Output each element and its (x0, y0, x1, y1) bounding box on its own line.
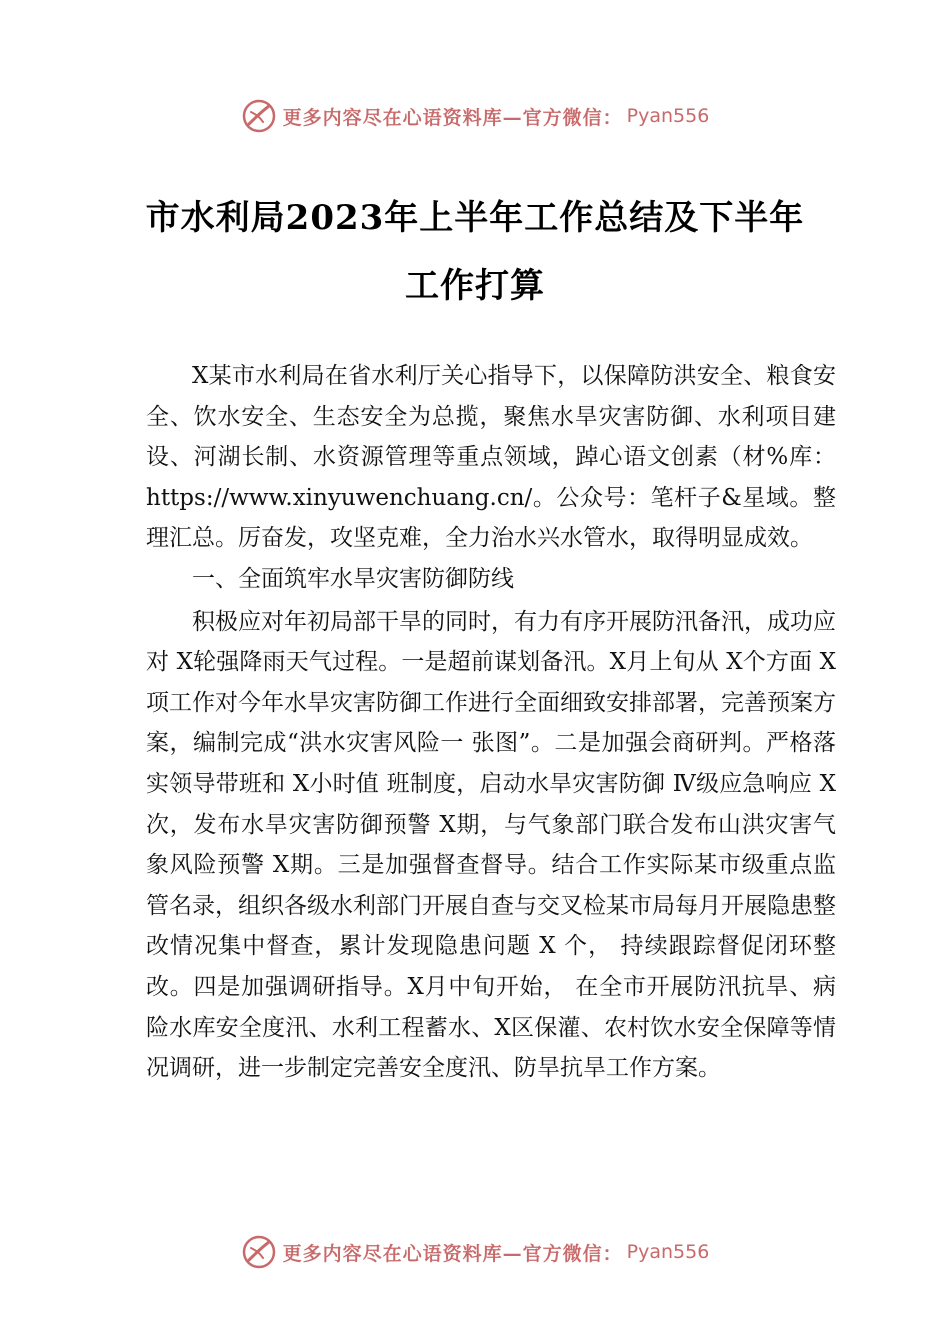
banner-text: 更多内容尽在心语资料库—官方微信： (282, 106, 623, 129)
section-heading: 一、全面筑牢水旱灾害防御防线 (192, 565, 514, 592)
document-title-line-1: 市水利局2023年上半年工作总结及下半年 (145, 198, 805, 238)
intro-paragraph: X某市水利局在省水利厅关心指导下，以保障防洪安全、粮食安全、饮水安全、生态安全为总揽，聚焦水旱灾害防御、水利项目建设、河湖长制、水资源管理等重点领域，踔心语文创素（材%库：https://www.xinyuwenchuang.cn/。公众号：笔杆子&星域。整理汇总。厉奋发，攻坚克难，全力治水兴水管水，取得明显成效。 (146, 363, 836, 552)
banner-wechat-id: Pyan556 (626, 105, 710, 127)
section-paragraph: 积极应对年初局部干旱的同时，有力有序开展防汛备汛，成功应对 X轮强降雨天气过程。一是超前谋划备汛。X月上旬从 X个方面 X项工作对今年水旱灾害防御工作进行全面细致安排部署，完善预案方案，编制完成“洪水灾害风险一 张图”。二是加强会商研判。严格落实领导带班和 X小时值 班制度，启动水旱灾害防御 Ⅳ级应急响应 X次，发布水旱灾害防御预警 X期，与气象部门联合发布山洪灾害气象风险预警 X期。三是加强督查督导。结合工作实际某市级重点监管名录，组织各级水利部门开展自查与交叉检某市局每月开展隐患整改情况集中督查，累计发现隐患问题 X 个， 持续跟踪督促闭环整改。四是加强调研指导。X月中旬开始， 在全市开展防汛抗旱、病险水库安全度汛、水利工程蓄水、X区保灌、农村饮水安全保障等情况调研，进一步制定完善安全度汛、防旱抗旱工作方案。 (146, 608, 836, 1082)
footer-banner (0, 1232, 950, 1272)
brush-logo-icon (241, 1234, 277, 1270)
footer-banner-wechat-id: Pyan556 (626, 1241, 710, 1263)
document-body (146, 356, 836, 1089)
footer-banner-text: 更多内容尽在心语资料库—官方微信： (282, 1242, 623, 1265)
document-title-line-2: 工作打算 (405, 266, 545, 306)
header-banner (0, 96, 950, 136)
brush-logo-icon (241, 98, 277, 134)
